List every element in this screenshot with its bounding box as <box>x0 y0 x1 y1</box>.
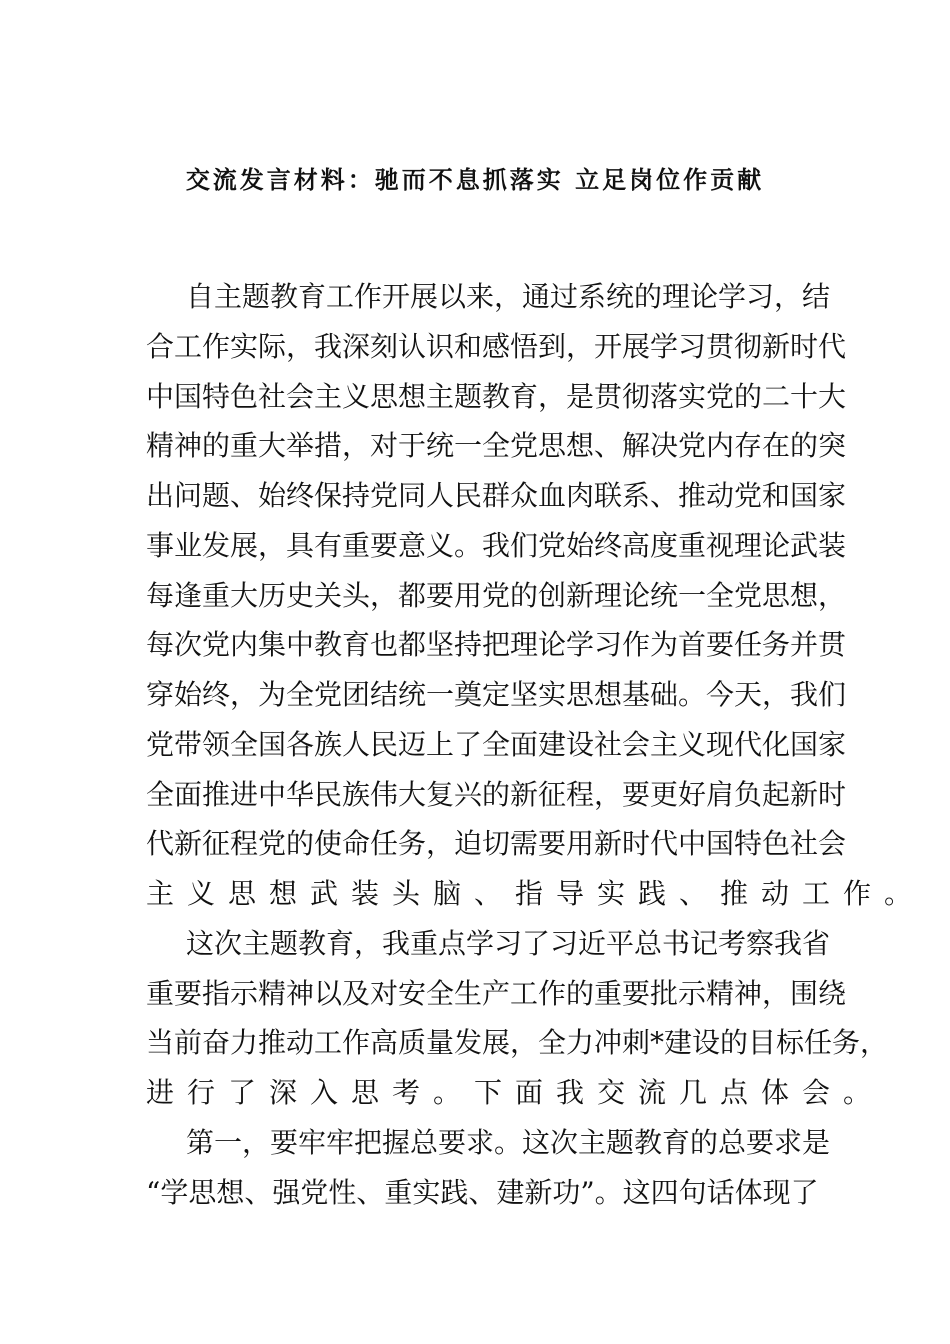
paragraph-line: 每逢重大历史关头，都要用党的创新理论统一全党思想， <box>146 578 847 612</box>
paragraph-line: 全面推进中华民族伟大复兴的新征程，要更好肩负起新时 <box>146 777 847 811</box>
paragraph-line: 重要指示精神以及对安全生产工作的重要批示精神，围绕 <box>146 976 847 1010</box>
paragraph-line: 主义思想武装头脑、指导实践、推动工作。 <box>146 877 926 910</box>
paragraph-line: 穿始终，为全党团结统一奠定坚实思想基础。今天，我们 <box>146 678 847 711</box>
paragraph-line: 进行了深入思考。下面我交流几点体会。 <box>146 1076 885 1109</box>
paragraph-line: 中国特色社会主义思想主题教育，是贯彻落实党的二十大 <box>146 379 847 413</box>
paragraph <box>146 1118 831 1218</box>
paragraph-line: 当前奋力推动工作高质量发展，全力冲刺*建设的目标任务， <box>146 1026 889 1060</box>
paragraph-line: “学思想、强党性、重实践、建新功”。这四句话体现了 <box>146 1175 819 1209</box>
paragraph-line: 第一，要牢牢把握总要求。这次主题教育的总要求是 <box>186 1125 831 1159</box>
paragraph <box>146 919 889 1118</box>
document-body <box>146 272 926 1217</box>
paragraph <box>146 272 926 919</box>
document-title: 交流发言材料：驰而不息抓落实 立足岗位作贡献 <box>185 165 765 194</box>
paragraph-line: 每次党内集中教育也都坚持把理论学习作为首要任务并贯 <box>146 628 847 662</box>
paragraph-line: 合工作实际，我深刻认识和感悟到，开展学习贯彻新时代 <box>146 329 847 363</box>
paragraph-line: 自主题教育工作开展以来，通过系统的理论学习，结 <box>186 280 831 313</box>
paragraph-line: 事业发展，具有重要意义。我们党始终高度重视理论武装 <box>146 528 847 562</box>
paragraph-line: 出问题、始终保持党同人民群众血肉联系、推动党和国家 <box>146 479 847 512</box>
paragraph-line: 党带领全国各族人民迈上了全面建设社会主义现代化国家 <box>146 727 847 761</box>
paragraph-line: 精神的重大举措，对于统一全党思想、解决党内存在的突 <box>146 429 847 463</box>
paragraph-line: 代新征程党的使命任务，迫切需要用新时代中国特色社会 <box>146 827 847 861</box>
paragraph-line: 这次主题教育，我重点学习了习近平总书记考察我省 <box>186 926 831 960</box>
